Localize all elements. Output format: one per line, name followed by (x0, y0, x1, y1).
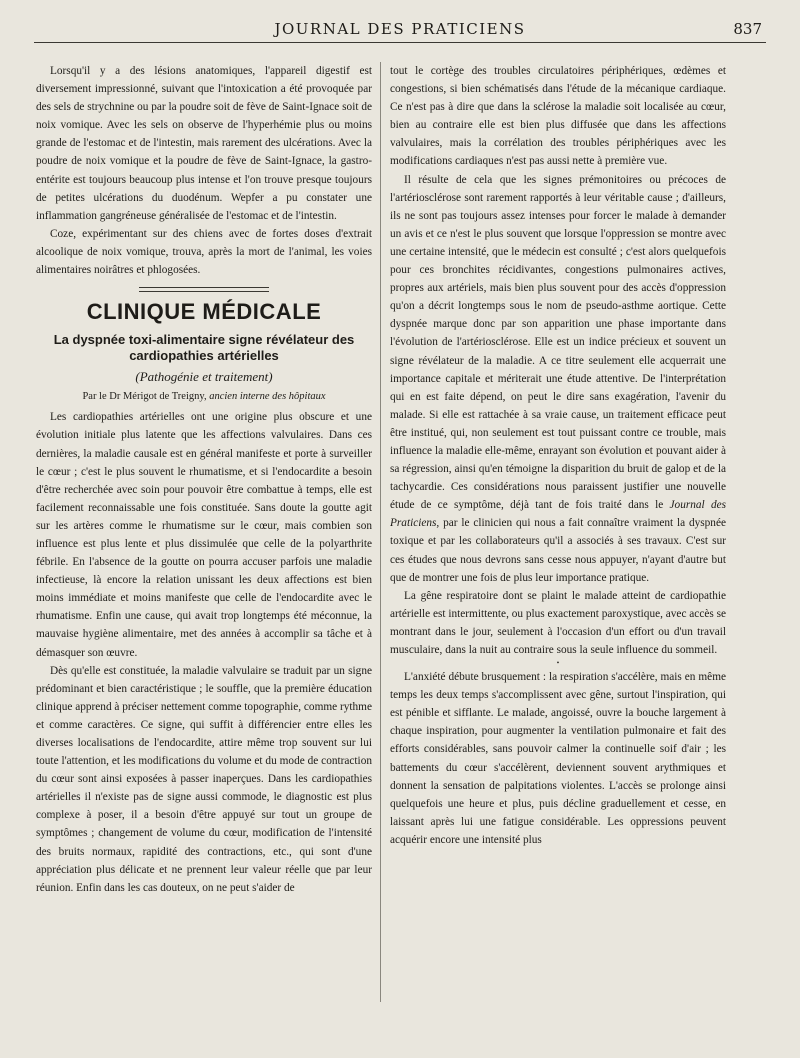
paragraph-continued: tout le cortège des troubles circulatoires périphériques, œdèmes et congestions, si bien schématisés dans l'étude de la mécanique cardiaque. Ce n'est pas à dire que dans la sclérose la maladie soit localisée au cœur, bien au contraire elle est bien plus diffusée que dans les affections valvulaires, mais la corrélation des troubles périphériques avec les modifications cardiaques n'est pas aussi nette à première vue. (390, 65, 726, 168)
paragraph: Dès qu'elle est constituée, la maladie valvulaire se traduit par un signe prédominant et bien caractéristique ; le souffle, que la première éducation clinique apprend à préciser nettement comme topographie, comme rythme et comme caractères. Ce signe, qui suffit à différencier entre elles les diverses localisations de l'endocardite, attire même trop souvent sur lui toute l'attention, et les modifications du volume et du mode de contraction du cœur sont ainsi exposées à passer inaperçues. Dans les cardiopathies artérielles il n'existe pas de signe aussi commode, le diagnostic est plus complexe à poser, il a besoin d'être appuyé sur tout un groupe de symptômes ; changement de volume du cœur, modification de l'intensité des bruits normaux, rapidité des contractions, etc., qui sont d'une appréciation plus délicate et ne prennent leur valeur réelle que par leur réunion. Enfin dans les cas douteux, on ne peut s'aider de (36, 664, 372, 894)
byline-author: Par le Dr Mérigot de Treigny, (82, 391, 207, 403)
byline (36, 388, 372, 406)
running-head (34, 18, 766, 43)
paragraph: Les cardiopathies artérielles ont une origine plus obscure et une évolution initiale plus latente que les affections valvulaires. Dans ces dernières, la maladie causale est en général manifeste et porte à surveiller le cœur ; c'est le plus souvent le rhumatisme, et si l'endocardite a besoin d'être recherchée avec soin pour pouvoir être combattue à temps, elle est facilement reconnaissable une fois constituée. Sans doute la goutte agit sur les artères comme le rhumatisme sur le cœur, mais combien son influence est plus lente et plus dissimulée que celle de la polyarthrite fébrile. En l'absence de la goutte on pourra accuser parfois une maladie infectieuse, là encore la relation unissant les deux affections est bien moins immédiate et moins manifeste que celle de l'endocardite avec le rhumatisme. Enfin une cause, qui avait trop longtemps été méconnue, la mauvaise hygiène alimentaire, met des années à accomplir sa tâche et à démasquer son œuvre. (36, 411, 372, 659)
column-divider (380, 62, 381, 1002)
journal-reference: Journal des Praticiens, (390, 499, 726, 530)
journal-title: JOURNAL DES PRATICIENS (274, 20, 526, 38)
section-title: CLINIQUE MÉDICALE (86, 299, 322, 325)
paragraph: L'anxiété débute brusquement : la respiration s'accélère, mais en même temps les deux temps s'accomplissent avec gêne, surtout l'inspiration, qui est pénible et sifflante. Le malade, angoissé, ouvre la bouche largement à chaque inspiration, pour augmenter la ventilation pulmonaire et fait des efforts considérables, sans pouvoir calmer la continuelle soif d'air ; les battements du cœur s'accélèrent, deviennent souvent arythmiques et donnent la sensation de palpitations violentes. L'accès se prolonge ainsi quelquefois une heure et plus, puis décline graduellement et cesse, en laissant après lui une fatigue considérable. Les oppressions peuvent acquérir encore une intensité plus (390, 671, 726, 846)
decorative-asterisk: • (556, 659, 560, 668)
paragraph-text: par le clinicien qui nous a fait connaître vraiment la dyspnée toxique et par les collaborateurs qu'il a associés à ses travaux. C'est sur ces études que nous devrons sans cesse nous appuyer, n'ayant d'autre but que de montrer une fois de plus leur importance pratique. (390, 517, 726, 584)
byline-role: ancien interne des hôpitaux (209, 391, 326, 403)
paragraph: La gêne respiratoire dont se plaint le malade atteint de cardiopathie artérielle est intermittente, ou plus exactement paroxystique, avec accès se montrant dans le jour, seulement à l'occasion d'un effort ou d'un travail musculaire, dans la nuit au contraire sous la seule influence du sommeil. (390, 589, 726, 656)
paragraph: Coze, expérimentant sur des chiens avec de fortes doses d'extrait alcoolique de noix vomique, trouva, après la mort de l'animal, les voies alimentaires noirâtres et phlogosées. (36, 227, 372, 277)
right-column (390, 62, 726, 1048)
paragraph (390, 171, 726, 587)
paragraph-text: Il résulte de cela que les signes prémonitoires ou précoces de l'artériosclérose sont rarement rapportés à leur véritable cause ; d'ailleurs, ils ne sont pas toujours assez intenses pour forcer le malade à demander un avis et ce n'est le plus souvent que lorsque l'oppression se montre avec une certaine intensité, que le médecin est consulté ; c'est alors quelquefois pour ces bronchites récidivantes, congestions pulmonaires actives, propres aux artériels, mais bien plus souvent pour des accès d'oppression qu'on a décrit longtemps sous le nom de pseudo-asthme aortique. Cette dyspnée marque donc par son apparition une phase importante dans l'évolution de l'artériosclérose. Elle est un indice précieux et souvent un signe révélateur de la maladie. A ce titre seulement elle acquerrait une importance capitale et mériterait une étude attentive. De l'interprétation qui en est faite dépend, on peut le dire sans exagération, l'avenir du malade. Si elle est rattachée à sa vraie cause, un traitement efficace peut être institué, qui, non seulement est tout puissant contre ce trouble, mais influence la maladie elle-même, enrayant son évolution et pouvant aider à sa régression, ainsi qu'en témoigne la disparition du bruit de galop et de la tachycardie. Ces considérations nous paraissent justifier une nouvelle étude de ce symptôme, déjà tant de fois traité dans le (390, 173, 726, 512)
article-title: La dyspnée toxi-alimentaire signe révélateur des cardiopathies artérielles (53, 332, 355, 364)
section-rule (139, 287, 269, 292)
left-column (36, 62, 372, 1048)
paragraph: Lorsqu'il y a des lésions anatomiques, l'appareil digestif est diversement impressionné, suivant que l'intoxication a été provoquée par des sels de strychnine ou par la poudre soit de fève de Saint-Ignace soit de noix vomique. Avec les sels on observe de l'hyperhémie plus ou moins grande de l'estomac et de l'intestin, mais rarement des ulcérations. Avec la poudre de noix vomique et la poudre de fève de Saint-Ignace, la gastro-entérite est toujours beaucoup plus intense et l'on trouve presque toujours de petites ulcérations du duodénum. Wepfer a pu constater une inflammation gangréneuse généralisée de l'estomac et de l'intestin. (36, 65, 372, 222)
article-subtitle: (Pathogénie et traitement) (135, 369, 273, 385)
page-number: 837 (733, 20, 762, 38)
